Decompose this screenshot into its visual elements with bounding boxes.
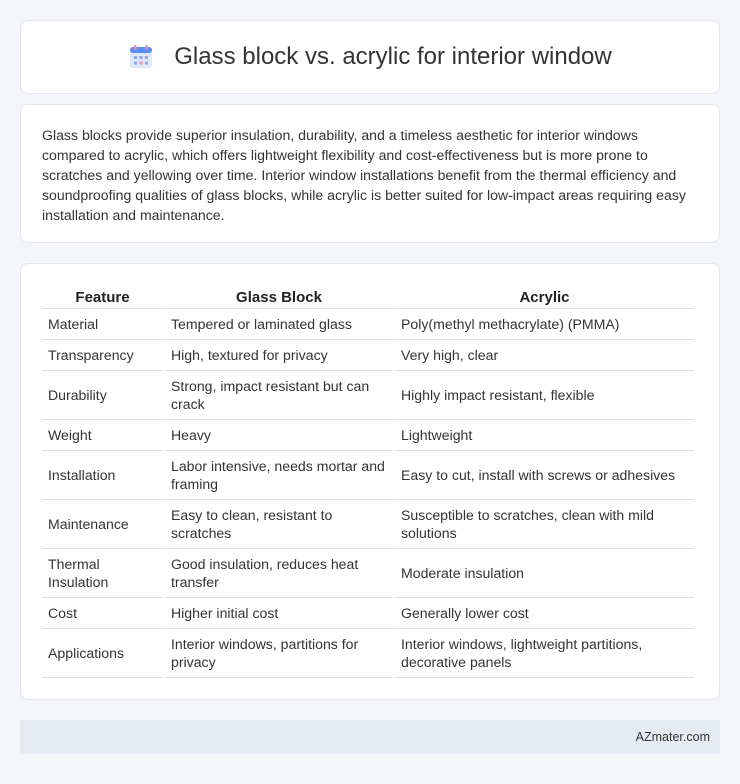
- table-row: [42, 420, 694, 451]
- title-wrap: [128, 43, 611, 71]
- comparison-card: [20, 263, 720, 700]
- header-glass-block: Glass Block: [165, 281, 393, 309]
- page-title: Glass block vs. acrylic for interior window: [174, 43, 612, 70]
- feature-cell: Thermal Insulation: [42, 549, 163, 598]
- glass-block-cell: Strong, impact resistant but can crack: [165, 371, 393, 420]
- acrylic-cell: Poly(methyl methacrylate) (PMMA): [395, 309, 694, 340]
- glass-block-cell: High, textured for privacy: [165, 340, 393, 371]
- table-row: [42, 371, 694, 420]
- feature-cell: Cost: [42, 598, 163, 629]
- footer-bar: [20, 720, 720, 754]
- acrylic-cell: Highly impact resistant, flexible: [395, 371, 694, 420]
- feature-cell: Weight: [42, 420, 163, 451]
- feature-cell: Transparency: [42, 340, 163, 371]
- footer-brand: AZmater.com: [635, 730, 710, 744]
- acrylic-cell: Moderate insulation: [395, 549, 694, 598]
- acrylic-cell: Generally lower cost: [395, 598, 694, 629]
- table-row: [42, 340, 694, 371]
- table-row: [42, 549, 694, 598]
- comparison-table: [40, 281, 696, 678]
- table-row: [42, 598, 694, 629]
- feature-cell: Maintenance: [42, 500, 163, 549]
- table-row: [42, 629, 694, 678]
- title-card: [20, 20, 720, 94]
- glass-block-cell: Easy to clean, resistant to scratches: [165, 500, 393, 549]
- feature-cell: Installation: [42, 451, 163, 500]
- acrylic-cell: Very high, clear: [395, 340, 694, 371]
- summary-text: Glass blocks provide superior insulation, durability, and a timeless aesthetic for interior windows compared to acrylic, which offers lightweight flexibility and cost-effectiveness but is more prone to scratches and yellowing over time. Interior window installations benefit from the thermal efficiency and soundproofing qualities of glass blocks, while acrylic is better suited for low-impact areas requiring easy installation and maintenance.: [42, 127, 686, 223]
- feature-cell: Durability: [42, 371, 163, 420]
- acrylic-cell: Lightweight: [395, 420, 694, 451]
- header-acrylic: Acrylic: [395, 281, 694, 309]
- glass-block-cell: Higher initial cost: [165, 598, 393, 629]
- summary-card: [20, 104, 720, 243]
- acrylic-cell: Easy to cut, install with screws or adhesives: [395, 451, 694, 500]
- table-row: [42, 500, 694, 549]
- table-row: [42, 309, 694, 340]
- header-feature: Feature: [42, 281, 163, 309]
- acrylic-cell: Susceptible to scratches, clean with mild solutions: [395, 500, 694, 549]
- calendar-icon: [128, 44, 154, 70]
- glass-block-cell: Heavy: [165, 420, 393, 451]
- glass-block-cell: Good insulation, reduces heat transfer: [165, 549, 393, 598]
- feature-cell: Material: [42, 309, 163, 340]
- acrylic-cell: Interior windows, lightweight partitions, decorative panels: [395, 629, 694, 678]
- glass-block-cell: Labor intensive, needs mortar and framing: [165, 451, 393, 500]
- glass-block-cell: Tempered or laminated glass: [165, 309, 393, 340]
- table-row: [42, 451, 694, 500]
- feature-cell: Applications: [42, 629, 163, 678]
- table-header-row: [42, 281, 694, 309]
- glass-block-cell: Interior windows, partitions for privacy: [165, 629, 393, 678]
